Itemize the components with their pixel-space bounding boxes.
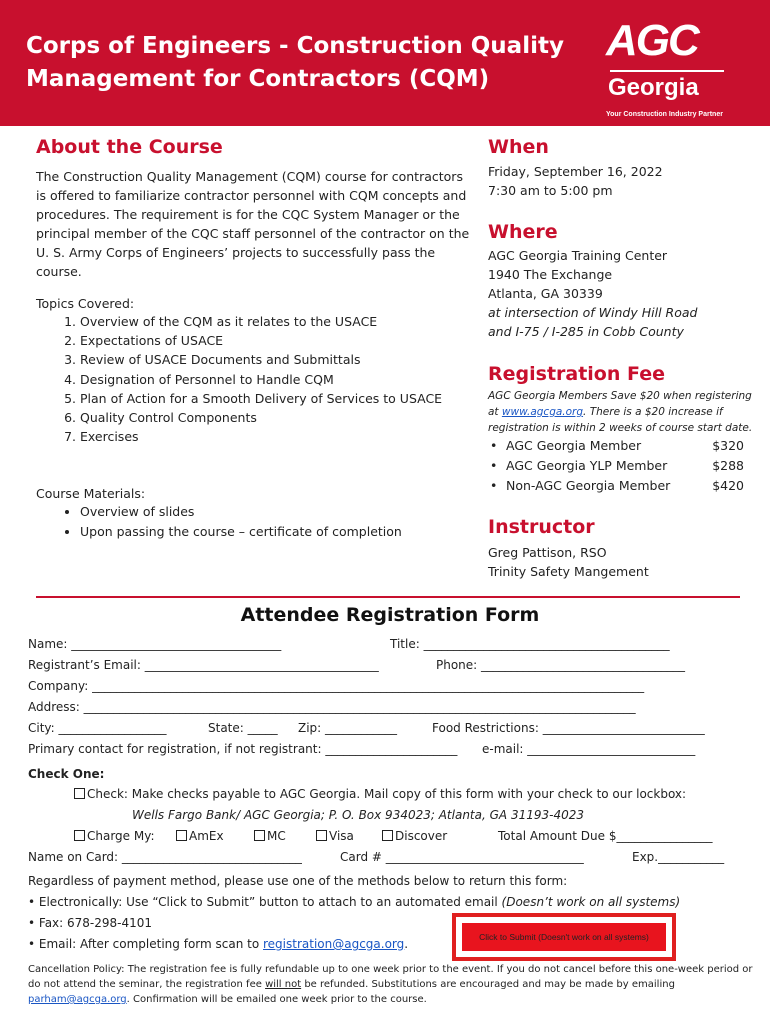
return-email-text: • Email: After completing form scan to [28,937,263,951]
topic-item: 5. Plan of Action for a Smooth Delivery of Services to USACE [80,389,442,408]
lockbox-address: Wells Fargo Bank/ AGC Georgia; P. O. Box 934023; Atlanta, GA 31193-4023 [132,808,584,822]
return-electronic-note: (Doesn’t work on all systems) [501,895,681,909]
total-amount-field[interactable]: Total Amount Due $________________ [498,829,713,843]
when-heading: When [488,136,549,158]
course-title-line1: Corps of Engineers - Construction Quality [26,33,564,59]
about-heading: About the Course [36,136,223,158]
visa-label: Visa [329,829,354,843]
fee-note [488,388,758,436]
amex-checkbox[interactable] [176,830,187,841]
return-electronic-text: • Electronically: Use “Click to Submit” button to attach to an automated email [28,895,502,909]
fee-list [490,436,750,496]
policy-underline: will not [265,979,302,990]
card-number-field[interactable]: Card # _________________________________ [340,850,584,864]
materials-list [58,502,402,542]
section-divider [36,596,740,598]
logo-tagline: Your Construction Industry Partner [606,111,723,118]
discover-label: Discover [395,829,448,843]
amex-option[interactable] [176,829,224,843]
charge-label: Charge My: [87,829,155,843]
mc-option[interactable] [254,829,286,843]
click-to-submit-button[interactable]: Click to Submit (Doesn't work on all systems) [462,923,666,951]
where-heading: Where [488,221,558,243]
return-intro: Regardless of payment method, please use one of the methods below to return this form: [28,874,568,888]
topics-list [54,312,442,446]
return-email-suffix: . [404,937,409,951]
primary-contact-field[interactable]: Primary contact for registration, if not registrant: ______________________ [28,742,458,756]
name-field[interactable]: Name: ___________________________________ [28,637,282,651]
fee-item-label: AGC Georgia Member [506,438,642,453]
instructor-company: Trinity Safety Mangement [488,564,649,579]
check-one-label: Check One: [28,767,105,781]
mc-label: MC [267,829,286,843]
course-title [26,30,586,96]
venue-note-1: at intersection of Windy Hill Road [488,305,698,320]
address-field[interactable]: Address: ____________________________________________________________________________________________ [28,700,636,714]
material-item: • Overview of slides [80,502,402,522]
name-on-card-field[interactable]: Name on Card: ______________________________ [28,850,302,864]
about-body: The Construction Quality Management (CQM) course for contractors is offered to familiarize contractor personnel with CQM concepts and procedures. The requirement is for the CQC System Manager or the principal member of the CQC staff personnel of the contractor on the U. S. Army Corps of Engineers’ projects to successfully pass the course. [36,169,470,279]
check-payment-option[interactable] [74,787,686,801]
topic-item: 7. Exercises [80,427,442,446]
header-banner [0,0,770,126]
food-restrictions-field[interactable]: Food Restrictions: ___________________________ [432,721,705,735]
charge-option[interactable] [74,829,155,843]
materials-label: Course Materials: [36,486,146,501]
card-exp-field[interactable]: Exp.___________ [632,850,725,864]
fee-item-price: $420 [712,478,744,493]
phone-field[interactable]: Phone: __________________________________ [436,658,686,672]
venue-city: Atlanta, GA 30339 [488,286,603,301]
fee-item [490,456,750,476]
fee-item-label: AGC Georgia YLP Member [506,458,668,473]
fee-item [490,476,750,496]
fee-item-price: $288 [712,458,744,473]
instructor-name: Greg Pattison, RSO [488,545,607,560]
cancellation-policy [28,962,754,1007]
visa-option[interactable] [316,829,354,843]
instructor-heading: Instructor [488,516,595,538]
discover-checkbox[interactable] [382,830,393,841]
contact-email-field[interactable]: e-mail: ____________________________ [482,742,696,756]
logo-agc-text: AGC [606,16,698,65]
course-title-line2: Management for Contractors (CQM) [26,66,490,92]
registrant-email-field[interactable]: Registrant’s Email: _______________________________________ [28,658,379,672]
topic-item: 2. Expectations of USACE [80,331,442,350]
policy-text-2: be refunded. Substitutions are encouraged and may be made by emailing [301,979,675,990]
agc-georgia-logo [602,14,732,118]
fee-item [490,436,750,456]
city-field[interactable]: City: __________________ [28,721,167,735]
amex-label: AmEx [189,829,224,843]
topic-item: 6. Quality Control Components [80,408,442,427]
fee-heading: Registration Fee [488,363,665,385]
charge-checkbox[interactable] [74,830,85,841]
title-field[interactable]: Title: _________________________________________ [390,637,670,651]
venue-street: 1940 The Exchange [488,267,613,282]
event-date: Friday, September 16, 2022 [488,164,663,179]
policy-text-3: . Confirmation will be emailed one week prior to the course. [126,994,427,1005]
return-electronic [28,895,680,909]
fee-note-text-2: . There is a $20 increase if registration is within 2 weeks of course start date. [488,406,753,434]
submit-button-frame [452,913,676,961]
visa-checkbox[interactable] [316,830,327,841]
logo-georgia-text: Georgia [608,74,699,101]
check-checkbox[interactable] [74,788,85,799]
return-email [28,937,408,951]
mc-checkbox[interactable] [254,830,265,841]
fee-note-text: AGC Georgia Members Save $20 when registering at [488,390,752,418]
check-option-label: Check: Make checks payable to AGC Georgia. Mail copy of this form with your check to our lockbox: [87,787,687,801]
registration-email-link[interactable]: registration@agcga.org [263,937,405,951]
discover-option[interactable] [382,829,447,843]
topic-item: 1. Overview of the CQM as it relates to the USACE [80,312,442,331]
state-field[interactable]: State: _____ [208,721,278,735]
venue-name: AGC Georgia Training Center [488,248,668,263]
topics-label: Topics Covered: [36,296,135,311]
topic-item: 3. Review of USACE Documents and Submittals [80,350,442,369]
agcga-website-link[interactable]: www.agcga.org [501,406,584,418]
venue-note-2: and I-75 / I-285 in Cobb County [488,324,684,339]
zip-field[interactable]: Zip: ____________ [298,721,398,735]
company-field[interactable]: Company: ____________________________________________________________________________________________ [28,679,645,693]
material-item: • Upon passing the course – certificate of completion [80,522,402,542]
return-fax: • Fax: 678-298-4101 [28,916,153,930]
form-title: Attendee Registration Form [240,604,540,626]
topic-item: 4. Designation of Personnel to Handle CQM [80,370,442,389]
fee-item-price: $320 [712,438,744,453]
parham-email-link[interactable]: parham@agcga.org [28,994,127,1005]
fee-item-label: Non-AGC Georgia Member [506,478,671,493]
event-time: 7:30 am to 5:00 pm [488,183,613,198]
logo-divider [610,70,724,72]
policy-text-1: Cancellation Policy: The registration fee is fully refundable up to one week prior to the event. If you do not cancel before this one-week period or do not attend the seminar, the registration fee [28,964,753,990]
